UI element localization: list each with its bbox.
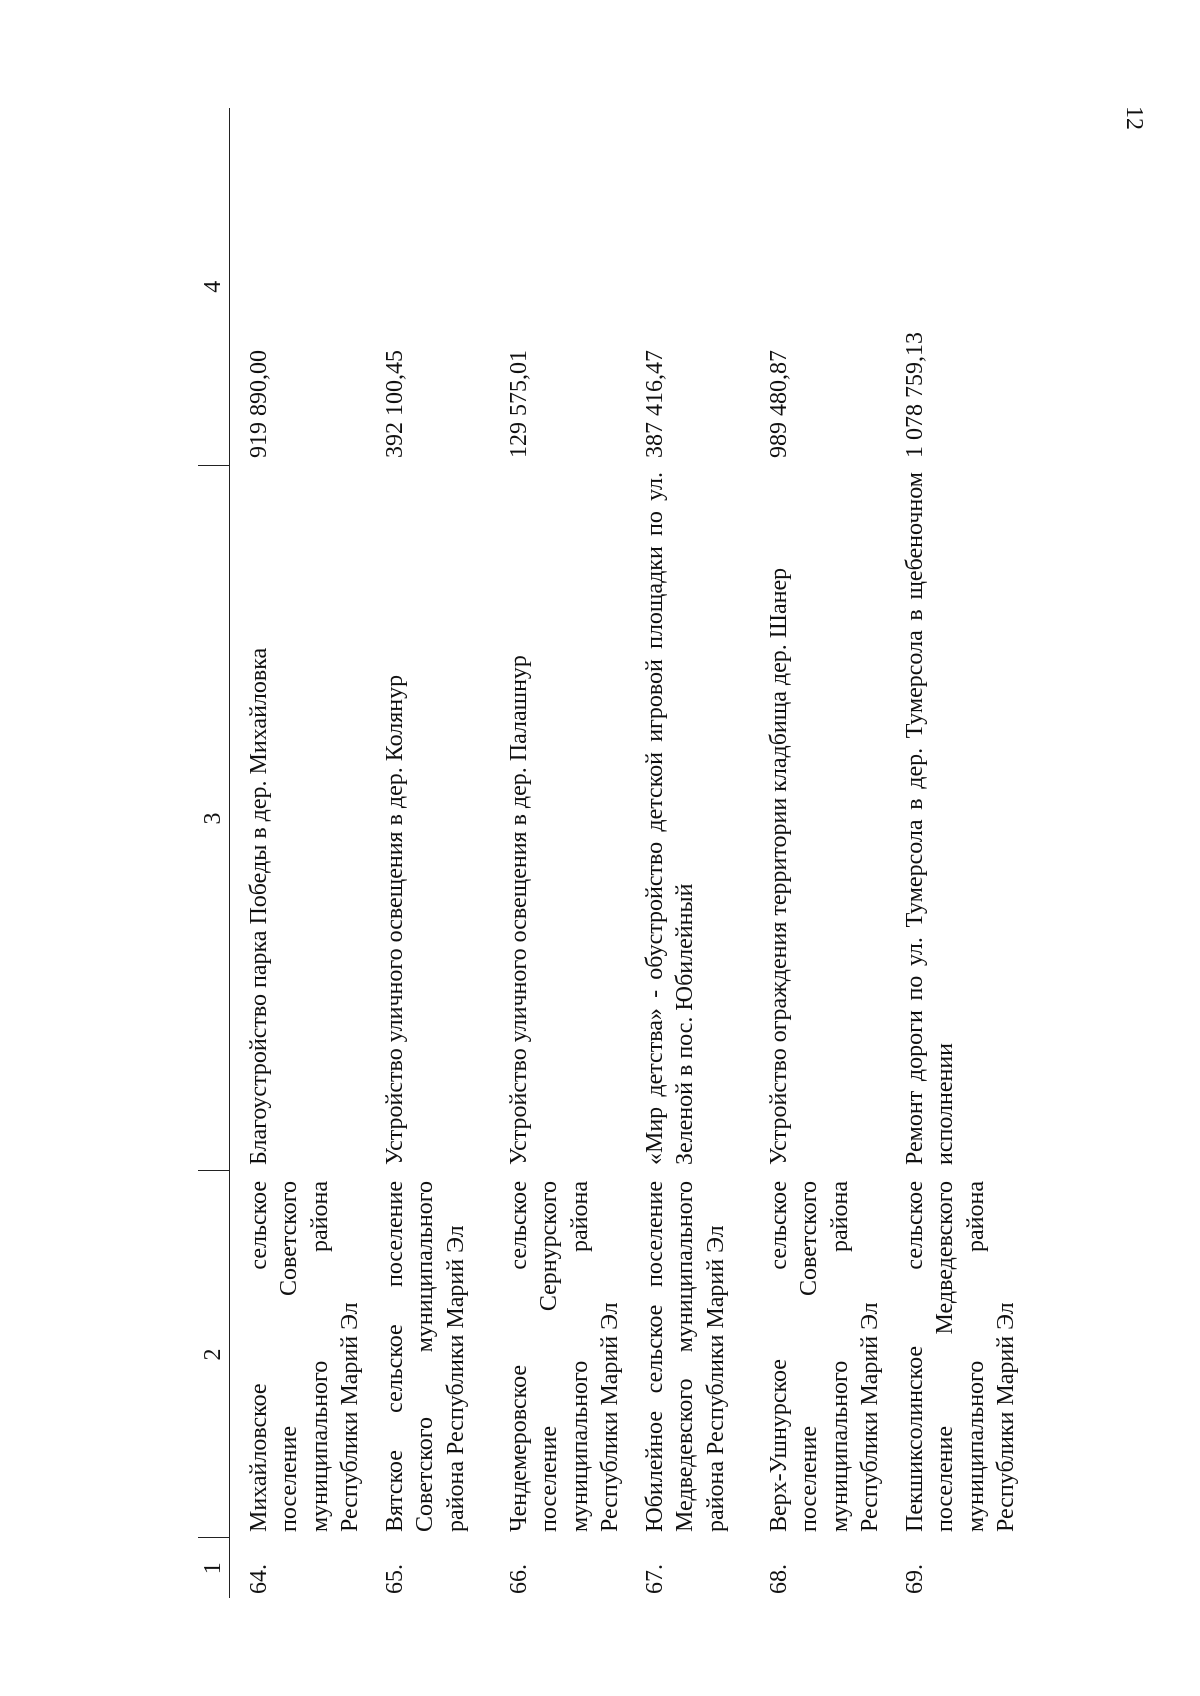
recipient-cell: Пекшиксолинское сельское поселение Медведевского муниципального района Республики Марий Эл bbox=[901, 1181, 1019, 1532]
column-header-4: 4 bbox=[198, 108, 229, 466]
column-header-3: 3 bbox=[198, 466, 229, 1171]
table-row bbox=[490, 108, 626, 1598]
recipient-cell: Вятское сельское поселение Советского муниципального района Республики Марий Эл bbox=[381, 1181, 469, 1532]
table-row bbox=[886, 108, 1046, 1598]
row-number: 69. bbox=[901, 1564, 928, 1594]
table-row bbox=[750, 108, 886, 1598]
table-row bbox=[626, 108, 750, 1598]
page-number: 12 bbox=[1121, 106, 1147, 130]
project-cell: Устройство уличного освещения в дер. Палашнур bbox=[505, 655, 532, 1165]
row-number: 67. bbox=[641, 1564, 668, 1594]
amount-cell: 387 416,47 bbox=[641, 350, 668, 458]
table-row bbox=[229, 108, 366, 1598]
column-header-2: 2 bbox=[198, 1171, 229, 1538]
amount-cell: 989 480,87 bbox=[765, 350, 792, 458]
project-cell: Устройство ограждения территории кладбища дер. Шанер bbox=[765, 567, 792, 1165]
column-header-1: 1 bbox=[198, 1538, 229, 1598]
recipient-cell: Михайловское сельское поселение Советского муниципального района Республики Марий Эл bbox=[245, 1181, 363, 1532]
project-cell: Устройство уличного освещения в дер. Колянур bbox=[381, 674, 408, 1165]
table-row bbox=[366, 108, 490, 1598]
project-cell: «Мир детства» - обустройство детской игровой площадки по ул. Зеленой в пос. Юбилейный bbox=[641, 472, 698, 1165]
rotated-table-container bbox=[198, 108, 1200, 1598]
project-cell: Ремонт дороги по ул. Тумерсола в дер. Тумерсола в щебеночном исполнении bbox=[901, 472, 958, 1165]
project-cell: Благоустройство парка Победы в дер. Михайловка bbox=[245, 647, 272, 1165]
amount-cell: 1 078 759,13 bbox=[901, 332, 928, 458]
amount-cell: 392 100,45 bbox=[381, 350, 408, 458]
amount-cell: 129 575,01 bbox=[505, 350, 532, 458]
amount-cell: 919 890,00 bbox=[245, 350, 272, 458]
row-number: 64. bbox=[245, 1564, 272, 1594]
recipient-cell: Чендемеровское сельское поселение Сернурского муниципального района Республики Марий Эл bbox=[505, 1181, 623, 1532]
funding-table bbox=[198, 108, 1046, 1598]
row-number: 66. bbox=[505, 1564, 532, 1594]
row-number: 65. bbox=[381, 1564, 408, 1594]
row-number: 68. bbox=[765, 1564, 792, 1594]
recipient-cell: Верх-Ушнурское сельское поселение Советского муниципального района Республики Марий Эл bbox=[765, 1181, 883, 1532]
recipient-cell: Юбилейное сельское поселение Медведевского муниципального района Республики Марий Эл bbox=[641, 1181, 729, 1532]
table-header-row bbox=[198, 108, 229, 1598]
